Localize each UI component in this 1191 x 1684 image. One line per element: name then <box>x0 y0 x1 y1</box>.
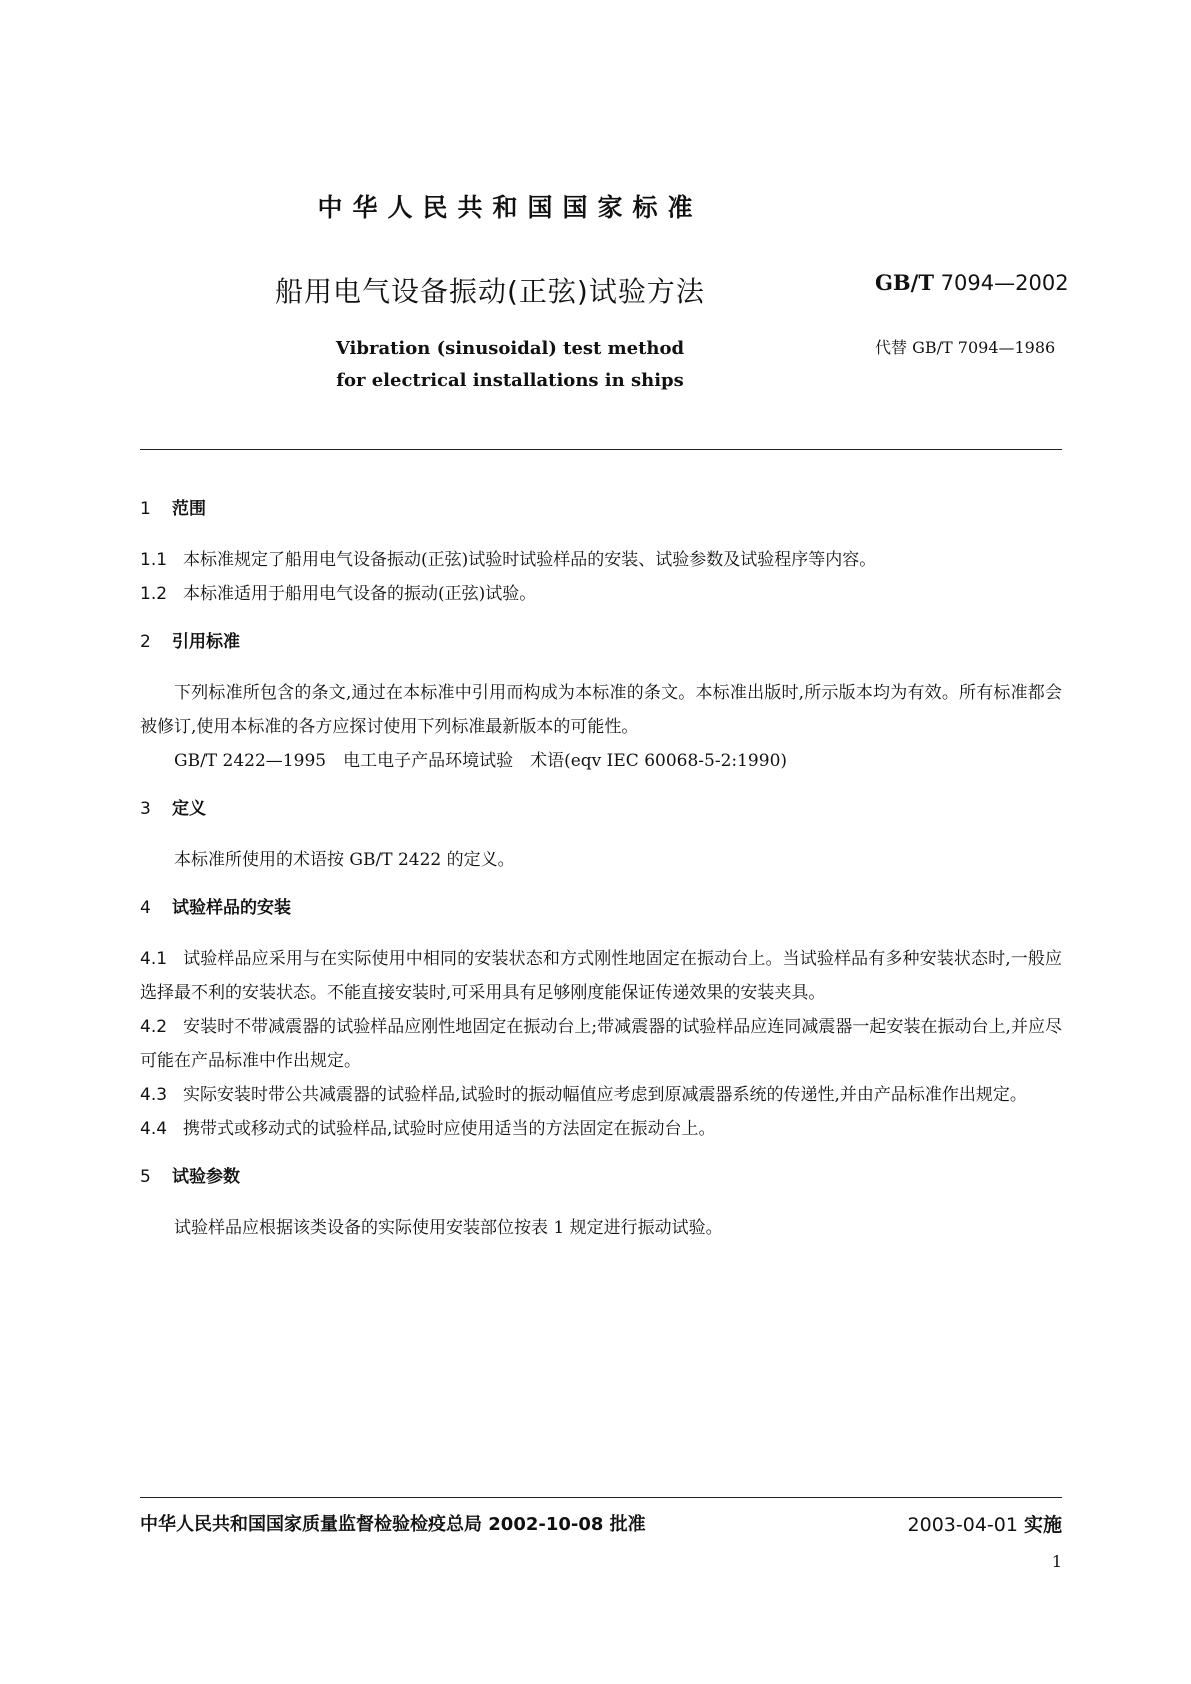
section-number: 1 <box>140 499 151 519</box>
standard-number <box>875 270 1069 295</box>
clause-number: 4.1 <box>140 949 168 969</box>
implementation-date <box>908 1510 1062 1537</box>
section-number: 5 <box>140 1167 151 1187</box>
page-number: 1 <box>1051 1552 1062 1571</box>
section-number: 3 <box>140 799 151 819</box>
document-title-cn: 船用电气设备振动(正弦)试验方法 <box>275 275 705 308</box>
clause-text: 本标准适用于船用电气设备的振动(正弦)试验。 <box>183 584 537 604</box>
clause-text: 安装时不带减震器的试验样品应刚性地固定在振动台上;带减震器的试验样品应连同减震器一起安装在振动台上,并应尽可能在产品标准中作出规定。 <box>140 1017 1062 1071</box>
reference-entry: GB/T 2422—1995 电工电子产品环境试验 术语(eqv IEC 60068-5-2:1990) <box>174 751 788 771</box>
clause-number: 4.4 <box>140 1119 168 1139</box>
clause-1-2 <box>140 577 1062 611</box>
section-number: 2 <box>140 632 151 652</box>
section-2-heading <box>140 627 1062 652</box>
clause-1-1 <box>140 543 1062 577</box>
section-4-heading <box>140 893 1062 918</box>
document-body <box>140 494 1062 1245</box>
section-3-heading <box>140 794 1062 819</box>
standard-code: 7094—2002 <box>940 271 1069 295</box>
header-divider <box>140 449 1062 450</box>
national-standard-heading: 中华人民共和国国家标准 <box>317 193 703 222</box>
clause-number: 4.2 <box>140 1017 168 1037</box>
clause-4-2 <box>140 1010 1062 1078</box>
clause-text: 携带式或移动式的试验样品,试验时应使用适当的方法固定在振动台上。 <box>183 1119 716 1139</box>
clause-text: 实际安装时带公共减震器的试验样品,试验时的振动幅值应考虑到原减震器系统的传递性,并由产品标准作出规定。 <box>183 1085 1027 1105</box>
standard-prefix: GB/T <box>875 270 934 295</box>
section-number: 4 <box>140 898 151 918</box>
implement-date-value: 2003-04-01 <box>907 1514 1018 1536</box>
document-title-en-line1: Vibration (sinusoidal) test method <box>335 338 685 359</box>
section-title: 引用标准 <box>172 632 240 652</box>
clause-4-1 <box>140 942 1062 1010</box>
implement-label: 实施 <box>1023 1514 1062 1536</box>
clause-number: 4.3 <box>140 1085 168 1105</box>
section-title: 试验样品的安装 <box>172 898 291 918</box>
clause-4-3 <box>140 1078 1062 1112</box>
section-title: 定义 <box>172 799 206 819</box>
clause-text: 本标准规定了船用电气设备振动(正弦)试验时试验样品的安装、试验参数及试验程序等内容。 <box>183 550 877 570</box>
section-5-paragraph: 试验样品应根据该类设备的实际使用安装部位按表 1 规定进行振动试验。 <box>174 1218 723 1238</box>
section-3-paragraph: 本标准所使用的术语按 GB/T 2422 的定义。 <box>174 850 515 870</box>
replaces-standard: 代替 GB/T 7094—1986 <box>875 338 1056 357</box>
clause-number: 1.1 <box>140 550 168 570</box>
approval-statement: 中华人民共和国国家质量监督检验检疫总局 2002-10-08 批准 <box>140 1514 646 1535</box>
section-2-paragraph: 下列标准所包含的条文,通过在本标准中引用而构成为本标准的条文。本标准出版时,所示版本均为有效。所有标准都会被修订,使用本标准的各方应探讨使用下列标准最新版本的可能性。 <box>140 683 1062 737</box>
clause-text: 试验样品应采用与在实际使用中相同的安装状态和方式刚性地固定在振动台上。当试验样品有多种安装状态时,一般应选择最不利的安装状态。不能直接安装时,可采用具有足够刚度能保证传递效果的安装夹具。 <box>140 949 1062 1003</box>
section-5-heading <box>140 1162 1062 1187</box>
clause-number: 1.2 <box>140 584 168 604</box>
section-title: 范围 <box>172 499 206 519</box>
section-title: 试验参数 <box>172 1167 240 1187</box>
section-1-heading <box>140 494 1062 519</box>
footer-divider <box>140 1497 1062 1498</box>
clause-4-4 <box>140 1112 1062 1146</box>
document-title-en-line2: for electrical installations in ships <box>336 370 684 391</box>
